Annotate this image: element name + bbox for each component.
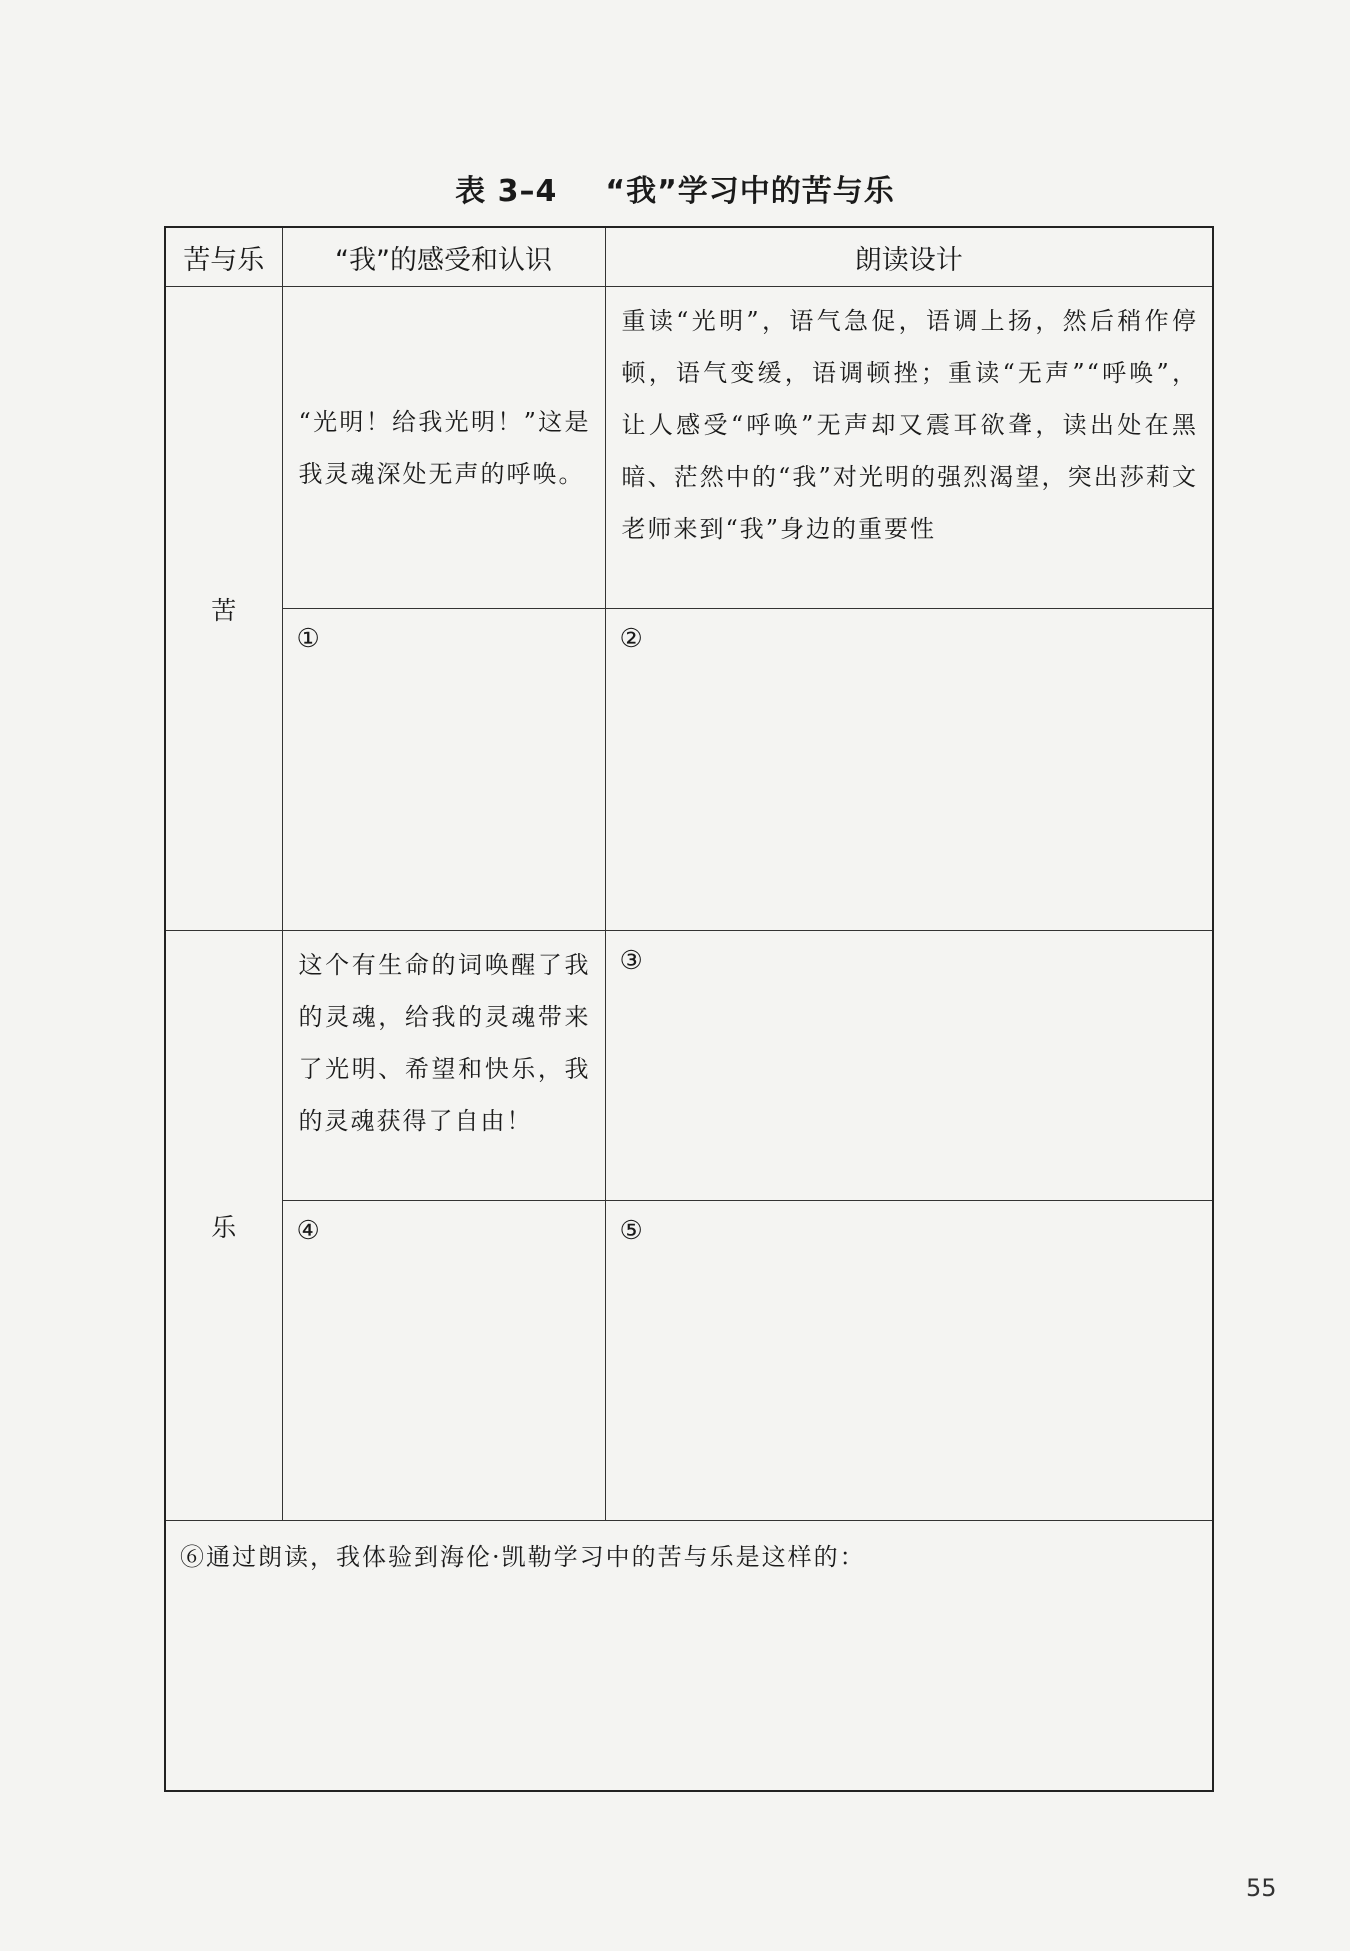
feeling-cell-4[interactable]: [282, 1201, 605, 1521]
design-cell-3[interactable]: [605, 931, 1213, 1201]
row-label-le: 乐: [165, 931, 282, 1521]
table-caption: [0, 166, 1350, 210]
feeling-cell-2[interactable]: [282, 609, 605, 931]
summary-cell[interactable]: [165, 1521, 1213, 1791]
blank-marker-3: ③: [619, 946, 643, 976]
table-row: [165, 1201, 1213, 1521]
feeling-cell-1: [282, 287, 605, 609]
design-cell-2[interactable]: [605, 609, 1213, 931]
header-reading-design: 朗读设计: [605, 227, 1213, 287]
blank-marker-2: ②: [619, 624, 643, 654]
table-row: [165, 931, 1213, 1201]
row-label-ku: 苦: [165, 287, 282, 931]
header-ku-le: 苦与乐: [165, 227, 282, 287]
page-number: 55: [1246, 1874, 1277, 1902]
summary-row: [165, 1521, 1213, 1791]
table-row: [165, 287, 1213, 609]
design-cell-4[interactable]: [605, 1201, 1213, 1521]
feeling-text-1: “光明！给我光明！”这是我灵魂深处无声的呼唤。: [298, 407, 591, 488]
table-row: [165, 609, 1213, 931]
summary-prompt: ⑥通过朗读，我体验到海伦·凯勒学习中的苦与乐是这样的：: [180, 1543, 866, 1571]
design-text-1: 重读“光明”，语气急促，语调上扬，然后稍作停顿，语气变缓，语调顿挫；重读“无声”“呼唤”，让人感受“呼唤”无声却又震耳欲聋，读出处在黑暗、茫然中的“我”对光明的强烈渴望，突出莎莉文老师来到“我”身边的重要性: [621, 307, 1198, 543]
feeling-cell-3: [282, 931, 605, 1201]
design-cell-1: [605, 287, 1213, 609]
table-number: 表 3–4: [455, 174, 558, 209]
header-row: [165, 227, 1213, 287]
reading-table: [164, 226, 1214, 1792]
table-title: “我”学习中的苦与乐: [605, 174, 895, 209]
blank-marker-4: ④: [296, 1216, 320, 1246]
blank-marker-5: ⑤: [619, 1216, 643, 1246]
blank-marker-1: ①: [296, 624, 320, 654]
header-feeling: “我”的感受和认识: [282, 227, 605, 287]
feeling-text-3: 这个有生命的词唤醒了我的灵魂，给我的灵魂带来了光明、希望和快乐，我的灵魂获得了自由！: [298, 951, 591, 1135]
